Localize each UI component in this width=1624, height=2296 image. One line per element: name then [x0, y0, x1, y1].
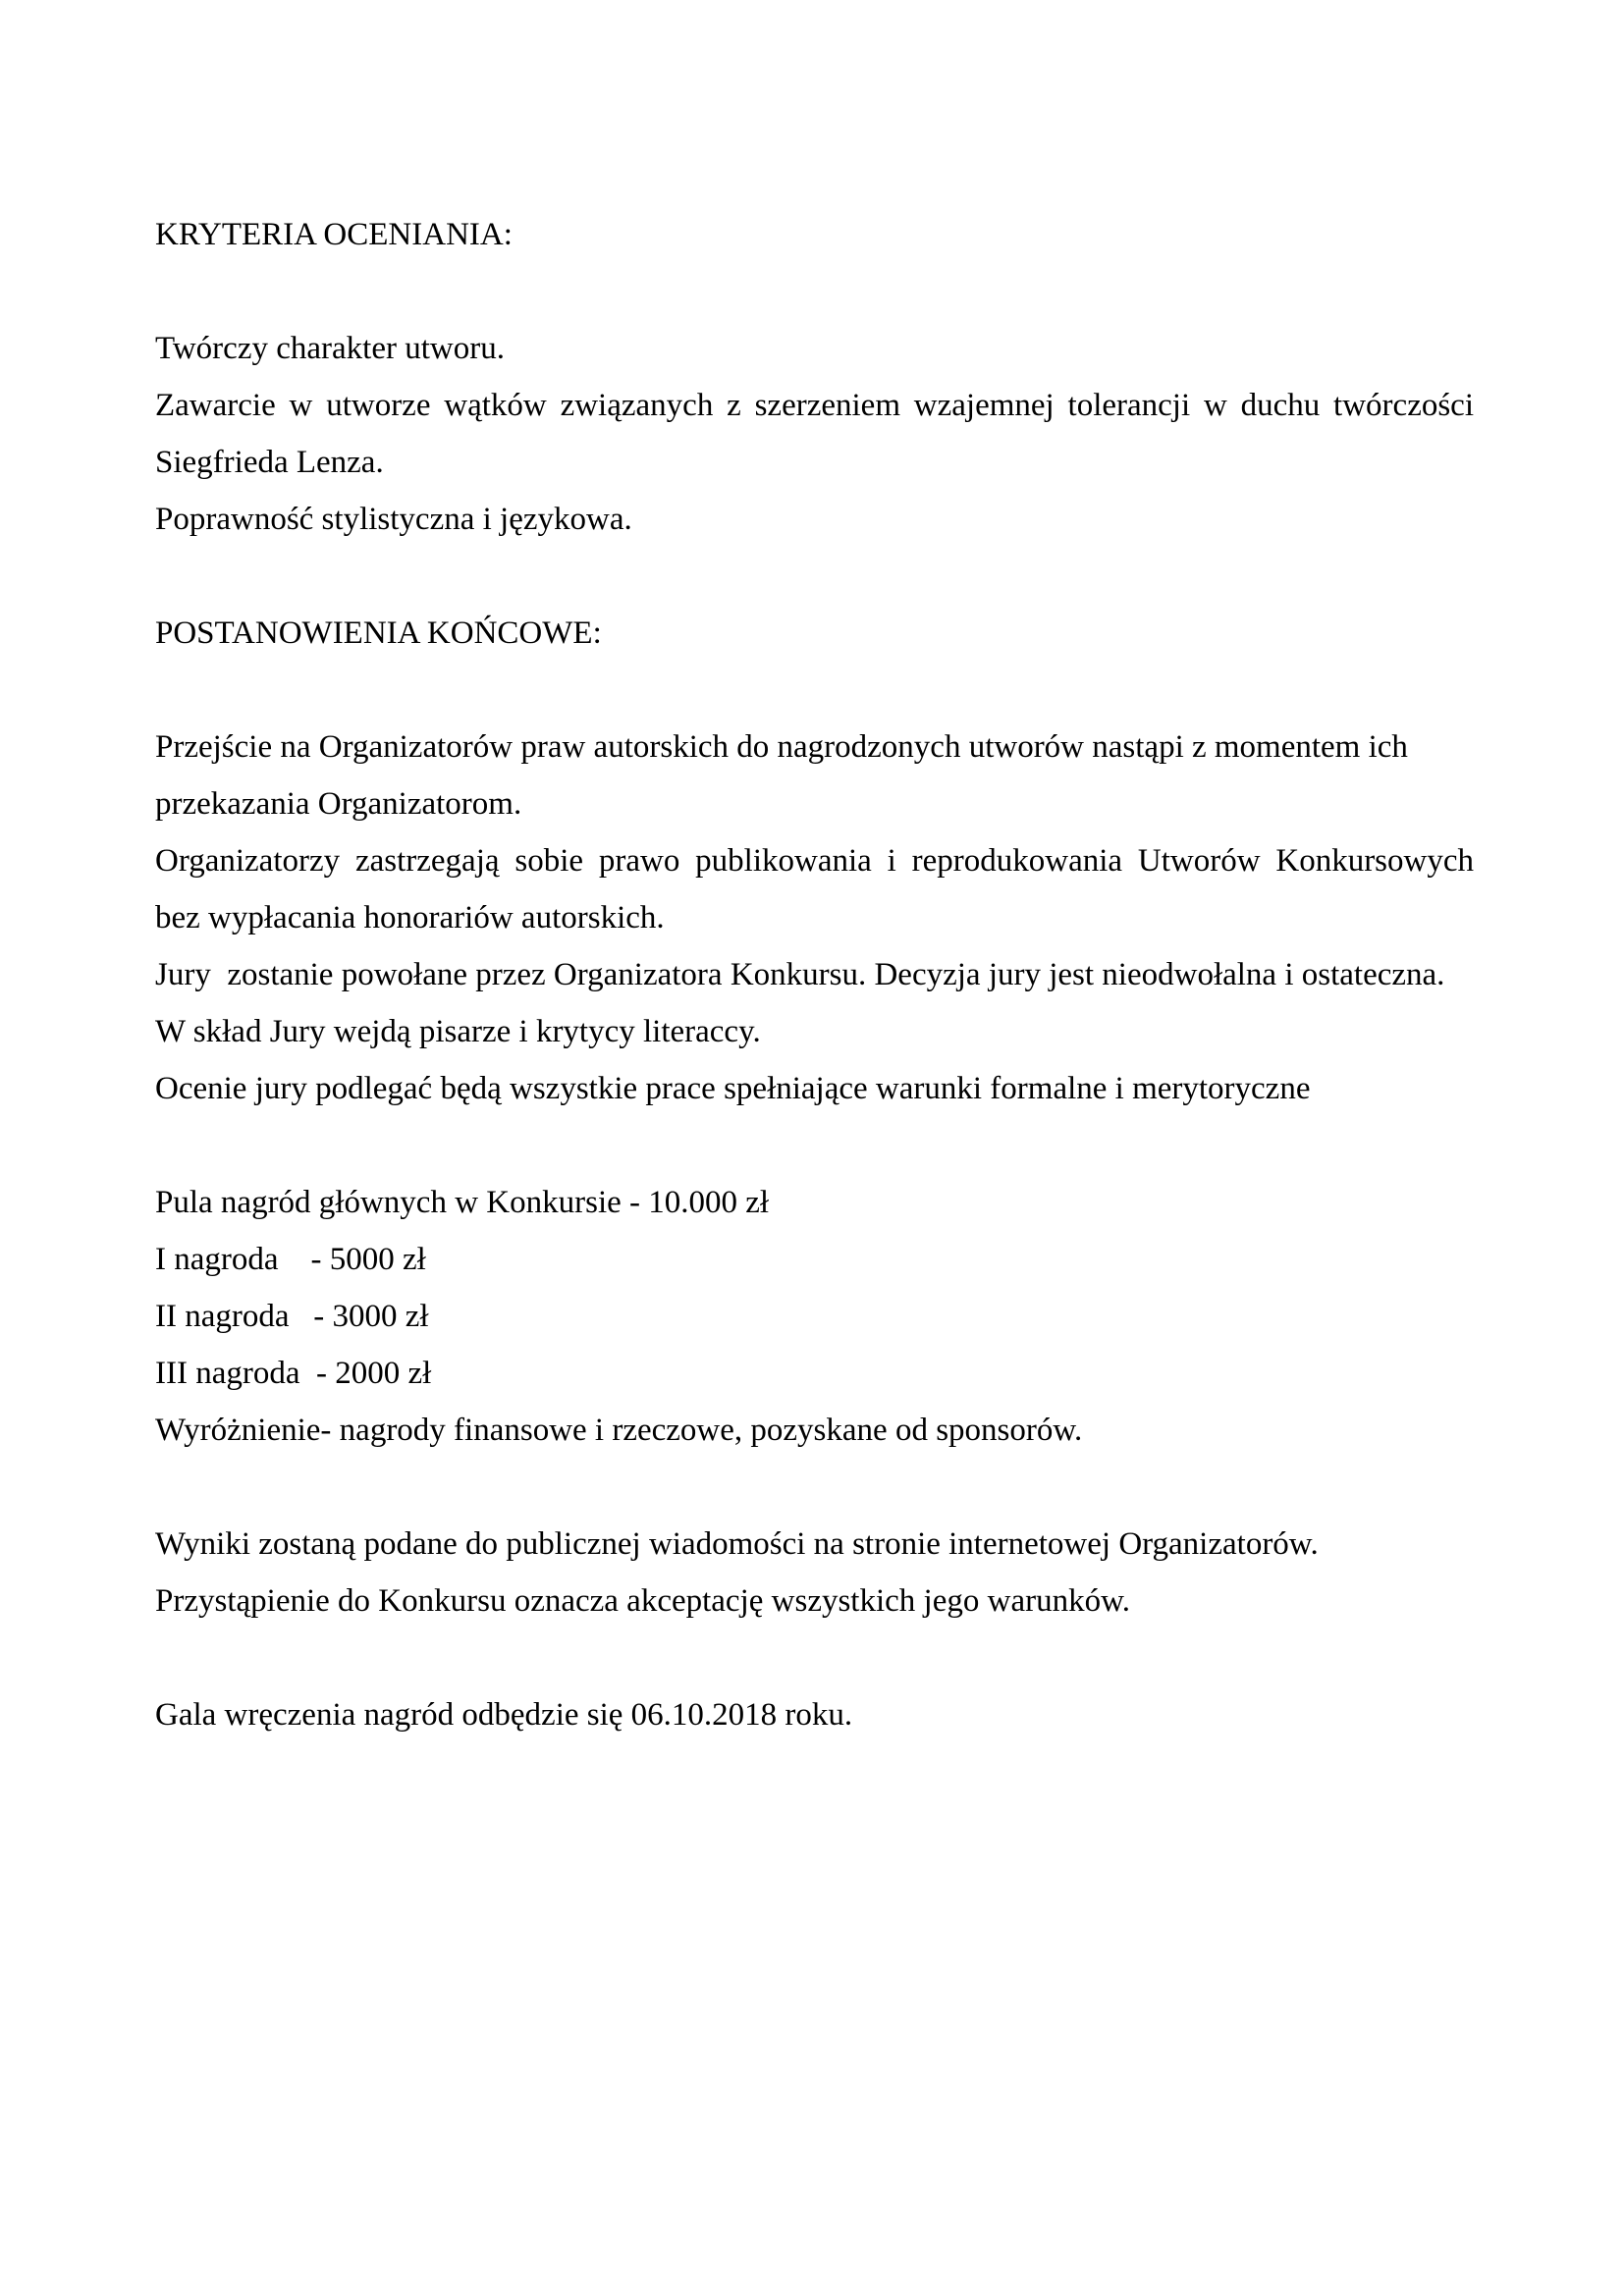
spacer — [155, 548, 1474, 605]
prize-second: II nagroda - 3000 zł — [155, 1299, 429, 1334]
criteria-creative: Twórczy charakter utworu. — [155, 331, 505, 366]
criteria-tolerance-line1: Zawarcie w utworze wątków związanych z szerzeniem wzajemnej tolerancji w duchu twórczości — [155, 388, 1474, 423]
jury-appointment: Jury zostanie powołane przez Organizatora Konkursu. Decyzja jury jest nieodwołalna i ostateczna. — [155, 957, 1445, 992]
spacer — [155, 662, 1474, 719]
document-body — [155, 206, 1474, 1743]
publish-rights-line1: Organizatorzy zastrzegają sobie prawo publikowania i reprodukowania Utworów Konkursowych — [155, 843, 1474, 879]
spacer — [155, 1117, 1474, 1174]
rights-transfer-line1: Przejście na Organizatorów praw autorskich do nagrodzonych utworów nastąpi z momentem ich — [155, 729, 1408, 765]
criteria-correctness: Poprawność stylistyczna i językowa. — [155, 502, 632, 537]
rights-transfer-line2: przekazania Organizatorom. — [155, 786, 522, 822]
jury-scope: Ocenie jury podlegać będą wszystkie prace spełniające warunki formalne i merytoryczne — [155, 1071, 1311, 1106]
spacer — [155, 263, 1474, 320]
results-acceptance: Przystąpienie do Konkursu oznacza akceptację wszystkich jego warunków. — [155, 1583, 1131, 1619]
results-announcement: Wyniki zostaną podane do publicznej wiadomości na stronie internetowej Organizatorów. — [155, 1526, 1319, 1562]
jury-members: W skład Jury wejdą pisarze i krytycy literaccy. — [155, 1014, 761, 1049]
criteria-tolerance-line2: Siegfrieda Lenza. — [155, 445, 384, 480]
prize-first: I nagroda - 5000 zł — [155, 1242, 426, 1277]
prize-distinction: Wyróżnienie- nagrody finansowe i rzeczowe, pozyskane od sponsorów. — [155, 1413, 1083, 1448]
prize-pool: Pula nagród głównych w Konkursie - 10.000 zł — [155, 1185, 770, 1220]
publish-rights-line2: bez wypłacania honorariów autorskich. — [155, 900, 665, 935]
criteria-heading: KRYTERIA OCENIANIA: — [155, 217, 513, 252]
spacer — [155, 1459, 1474, 1516]
gala-date: Gala wręczenia nagród odbędzie się 06.10.2018 roku. — [155, 1697, 853, 1733]
prize-third: III nagroda - 2000 zł — [155, 1356, 432, 1391]
final-provisions-heading: POSTANOWIENIA KOŃCOWE: — [155, 615, 602, 651]
spacer — [155, 1629, 1474, 1686]
